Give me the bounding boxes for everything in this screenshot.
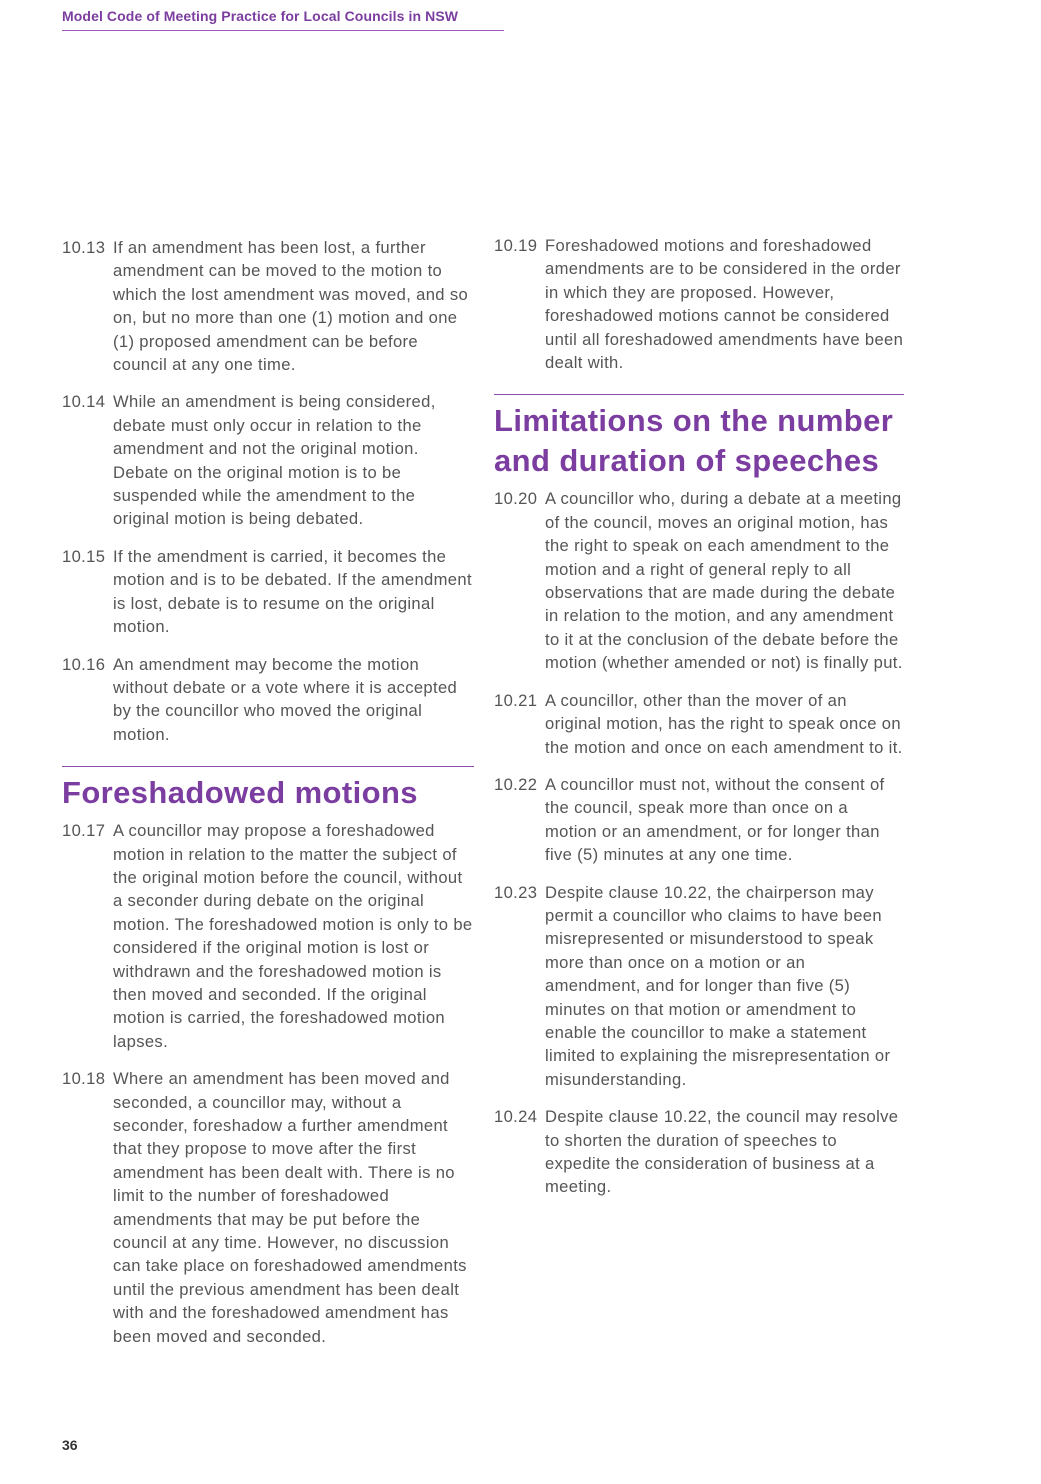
clause-number: 10.20	[494, 489, 538, 509]
section-divider	[494, 394, 904, 395]
clause-number: 10.17	[62, 821, 106, 841]
right-column	[494, 234, 904, 1213]
clause-number: 10.18	[62, 1069, 106, 1089]
clause-10-21	[494, 689, 904, 759]
running-header: Model Code of Meeting Practice for Local Councils in NSW	[62, 8, 504, 31]
clause-text: A councillor may propose a foreshadowed motion in relation to the matter the subject of the original motion before the council, without a seconder during debate on the original motion. The foreshadowed motion is only to be considered if the original motion is lost or withdrawn and the foreshadowed motion is then moved and seconded. If the original motion is carried, the foreshadowed motion lapses.	[113, 821, 473, 1051]
clause-number: 10.19	[494, 236, 538, 255]
clause-number: 10.15	[62, 546, 106, 566]
section-heading-limitations-on-speeches: Limitations on the number and duration of speeches	[494, 403, 894, 479]
clause-10-18	[62, 1067, 474, 1348]
clause-text: A councillor must not, without the consent of the council, speak more than once on a motion or an amendment, or for longer than five (5) minutes at any one time.	[545, 774, 885, 865]
clause-10-15	[62, 545, 474, 639]
clause-text: An amendment may become the motion without debate or a vote where it is accepted by the councillor who moved the original motion.	[113, 654, 458, 744]
page-number: 36	[62, 1437, 78, 1453]
clause-number: 10.13	[62, 238, 106, 257]
clause-text: If an amendment has been lost, a further amendment can be moved to the motion to which the lost amendment was moved, and so on, but no more than one (1) motion and one (1) proposed amendment can be before council at any one time.	[113, 238, 469, 375]
clause-10-22	[494, 773, 904, 867]
left-column	[62, 236, 474, 1362]
clause-10-19	[494, 234, 904, 374]
section-heading-foreshadowed-motions: Foreshadowed motions	[62, 775, 418, 811]
clause-text: While an amendment is being considered, debate must only occur in relation to the amendment and not the original motion. Debate on the original motion is to be suspended while the amendment to the original motion is being debated.	[113, 392, 436, 529]
clause-text: A councillor, other than the mover of an original motion, has the right to speak once on the motion and once on each amendment to it.	[545, 690, 903, 757]
clause-number: 10.22	[494, 774, 538, 794]
clause-text: Foreshadowed motions and foreshadowed amendments are to be considered in the order in which they are proposed. However, foreshadowed motions cannot be considered until all foreshadowed amendments have been dealt with.	[545, 236, 904, 373]
clause-10-23	[494, 881, 904, 1092]
clause-text: Where an amendment has been moved and seconded, a councillor may, without a seconder, foreshadow a further amendment that they propose to move after the first amendment has been dealt with. There is no limit to the number of foreshadowed amendments that may be put before the council at any time. However, no discussion can take place on foreshadowed amendments until the previous amendment has been dealt with and the foreshadowed amendment has been moved and seconded.	[113, 1069, 467, 1346]
clause-10-20	[494, 487, 904, 674]
clause-10-14	[62, 390, 474, 530]
clause-number: 10.16	[62, 654, 106, 674]
clause-number: 10.14	[62, 392, 106, 412]
clause-number: 10.23	[494, 882, 538, 902]
clause-number: 10.24	[494, 1107, 538, 1127]
clause-10-13	[62, 236, 474, 376]
clause-text: Despite clause 10.22, the chairperson may permit a councillor who claims to have been misrepresented or misunderstood to speak more than once on a motion or an amendment, and for longer than five (5) minutes on that motion or amendment to enable the councillor to make a statement limited to explaining the misrepresentation or misunderstanding.	[545, 882, 891, 1089]
clause-number: 10.21	[494, 690, 538, 710]
clause-10-24	[494, 1105, 904, 1199]
clause-text: If the amendment is carried, it becomes the motion and is to be debated. If the amendment is lost, debate is to resume on the original motion.	[113, 546, 472, 637]
clause-10-17	[62, 819, 474, 1053]
clause-10-16	[62, 653, 474, 747]
clause-text: A councillor who, during a debate at a meeting of the council, moves an original motion, has the right to speak on each amendment to the motion and a right of general reply to all observations that are made during the debate in relation to the motion, and any amendment to it at the conclusion of the debate before the motion (whether amended or not) is finally put.	[545, 489, 903, 673]
clause-text: Despite clause 10.22, the council may resolve to shorten the duration of speeches to expedite the consideration of business at a meeting.	[545, 1107, 899, 1197]
section-divider	[62, 766, 474, 767]
